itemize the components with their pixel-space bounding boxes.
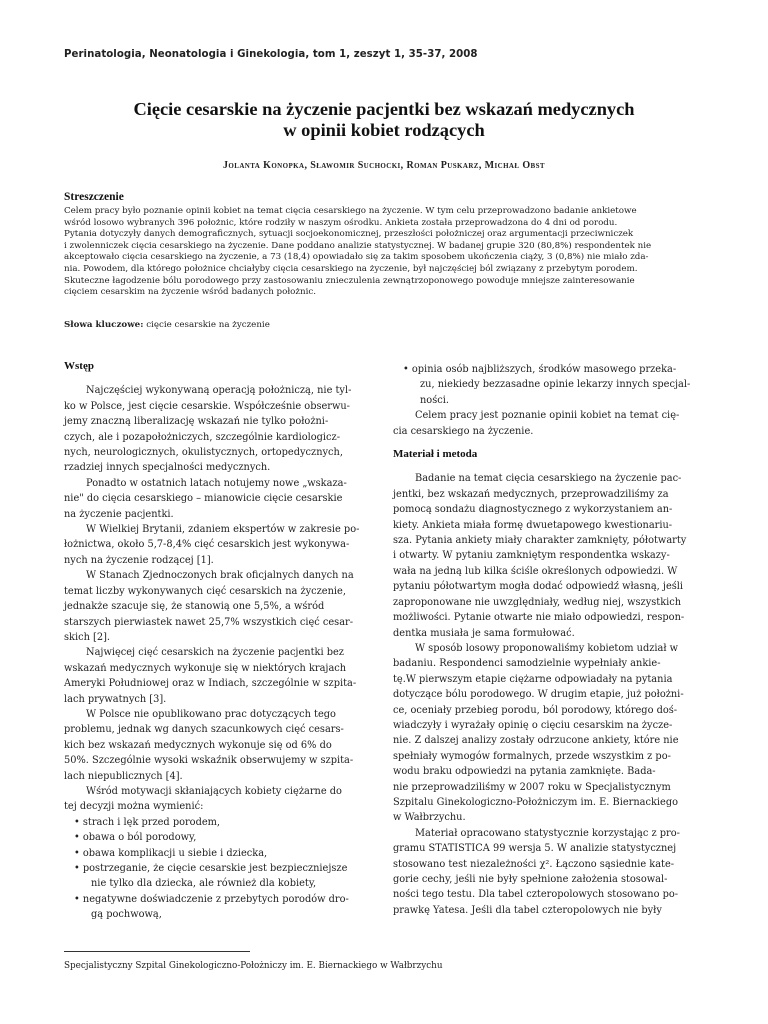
abstract-heading: Streszczenie (64, 191, 124, 203)
footnote-affiliation: Specjalistyczny Szpital Ginekologiczno-Położniczy im. E. Biernackiego w Wałbrzychu (64, 961, 443, 971)
body-text-line: • postrzeganie, że cięcie cesarskie jest bezpieczniejsze (74, 863, 348, 874)
abstract-line: Celem pracy było poznanie opinii kobiet na temat cięcia cesarskiego na życzenie. W tym celu przeprowadzono badanie ankietowe (64, 206, 637, 216)
keywords (64, 320, 704, 330)
body-text-line: ności. (420, 394, 449, 406)
body-text-line: na życzenie pacjentki. (64, 508, 174, 520)
body-text-line: lach niepublicznych [4]. (64, 770, 183, 782)
body-text-line: lach prywatnych [3]. (64, 693, 167, 705)
body-text-line: Badanie na temat cięcia cesarskiego na życzenie pac- (415, 473, 682, 485)
body-text-line: cia cesarskiego na życzenie. (393, 425, 534, 437)
body-text-line: kich bez wskazań medycznych wykonuje się od 6% do (64, 739, 332, 751)
abstract-line: wśród losowo wybranych 396 położnic, które rodziły w naszym ośrodku. Ankieta została przeprowadzona do 4 dni od porodu. (64, 217, 618, 228)
body-text-line: nie" do cięcia cesarskiego – mianowicie cięcie cesarskie (64, 493, 343, 505)
body-text-line: jednakże szacuje się, że stanowią one 5,5%, a wśród (64, 601, 325, 613)
body-text-line: • opinia osób najbliższych, środków masowego przeka- (403, 364, 677, 375)
article-title-line-2: w opinii kobiet rodzących (283, 120, 485, 140)
body-text-line: w Wałbrzychu. (393, 812, 466, 824)
body-text-line: możliwości. Pytanie otwarte nie miało odpowiedzi, respon- (393, 612, 685, 624)
body-text-line: • strach i lęk przed porodem, (74, 816, 221, 828)
body-text-line: dotyczące bólu porodowego. W drugim etapie, już położni- (393, 689, 684, 701)
body-text-line: ko w Polsce, jest cięcie cesarskie. Współcześnie obserwu- (64, 400, 350, 412)
body-text-line: zu, niekiedy bezzasadne opinie lekarzy innych specjal- (420, 379, 691, 391)
body-text-line: nie tylko dla dziecka, ale również dla kobiety, (91, 878, 317, 890)
body-text-line: nych, neurologicznych, okulistycznych, ortopedycznych, (64, 447, 343, 459)
body-text-line: gramu STATISTICA 99 wersja 5. W analizie statystycznej (393, 843, 677, 855)
body-text-line: zaproponowane nie uwzględniały, według niej, wszystkich (393, 596, 682, 608)
body-text-line: ności tego testu. Dla tabel czteropolowych stosowano po- (393, 889, 679, 901)
body-text-line: skich [2]. (64, 631, 110, 643)
body-text-line: Celem pracy jest poznanie opinii kobiet na temat cię- (415, 410, 680, 422)
keywords-label: Słowa kluczowe: (64, 320, 144, 330)
body-text-line: gą pochwową, (91, 909, 162, 921)
body-text-line: stosowano test niezależności χ². Łączono sąsiednie kate- (393, 858, 675, 870)
body-text-line: • negatywne doświadczenie z przebytych porodów dro- (74, 893, 349, 905)
section-heading-methods: Materiał i metoda (393, 448, 478, 461)
body-text-line: łożnictwa, około 5,7-8,4% cięć cesarskich jest wykonywa- (64, 539, 350, 551)
body-text-line: wała na jedną lub kilka ściśle określonych odpowiedzi. W (393, 565, 678, 577)
abstract-line: nia. Powodem, dla którego położnice chciałyby cięcia cesarskiego na życzenie, był najczęściej ból związany z przebytym porodem. (64, 263, 638, 274)
body-text-line: Najwięcej cięć cesarskich na życzenie pacjentki bez (86, 647, 344, 659)
body-text-line: dentka musiała je sama formułować. (393, 627, 575, 639)
body-text-line: Szpitalu Ginekologiczno-Położniczym im. E. Biernackiego (393, 796, 678, 808)
article-title-line-1: Cięcie cesarskie na życzenie pacjentki bez wskazań medycznych (133, 99, 635, 119)
body-text-line: • obawa komplikacji u siebie i dziecka, (74, 847, 268, 859)
body-text-line: tę.W pierwszym etapie ciężarne odpowiadały na pytania (393, 673, 673, 685)
left-column-body (64, 383, 374, 922)
authors: Jolanta Konopka, Sławomir Suchocki, Roman Puskarz, Michał Obst (223, 160, 545, 171)
article-title (64, 99, 704, 141)
body-text-line: wiadczyły i wyrażały opinię o cięciu cesarskim na życze- (393, 719, 673, 731)
right-column-body (393, 471, 703, 918)
abstract-text (64, 206, 706, 299)
body-text-line: temat liczby wykonywanych cięć cesarskich na życzenie, (64, 585, 346, 597)
body-text-line: ce, oceniały przebieg porodu, ból porodowy, którego doś- (393, 704, 678, 716)
body-text-line: nych na życzenie rodzącej [1]. (64, 554, 214, 566)
body-text-line: pytaniu półotwartym mogła dodać odpowiedź własną, jeśli (393, 581, 684, 593)
body-text-line: W Wielkiej Brytanii, zdaniem ekspertów w zakresie po- (86, 524, 360, 536)
body-text-line: rzadziej innych specjalności medycznych. (64, 462, 271, 474)
body-text-line: nie przeprowadziliśmy w 2007 roku w Specjalistycznym (393, 781, 671, 793)
abstract-line: i zwolenniczek cięcia cesarskiego na życzenie. Dane poddano analizie statystycznej. W badanej grupie 320 (80,8%) respondentek nie (64, 240, 652, 251)
abstract-line: Skuteczne łagodzenie bólu porodowego przy zastosowaniu znieczulenia zewnątrzoponowego powoduje mniejsze zainteresowanie (64, 275, 635, 286)
body-text-line: Ameryki Południowej oraz w Indiach, szczególnie w szpita- (64, 678, 357, 690)
body-text-line: wodu braku odpowiedzi na pytania zamknięte. Bada- (393, 766, 656, 778)
body-text-line: gorie cechy, jeśli nie były spełnione założenia stosowal- (393, 874, 668, 885)
body-text-line: jentki, bez wskazań medycznych, przeprowadziliśmy za (393, 488, 669, 500)
body-text-line: czych, ale i pozapołożniczych, szczególnie kardiologicz- (64, 431, 341, 443)
body-text-line: W Polsce nie opublikowano prac dotyczących tego (86, 708, 336, 720)
body-text-line: W sposób losowy proponowaliśmy kobietom udział w (415, 642, 679, 654)
body-text-line: spełniały wymogów formalnych, przede wszystkim z po- (393, 750, 671, 762)
footnote-divider (64, 951, 250, 952)
body-text-line: Materiał opracowano statystycznie korzystając z pro- (415, 827, 680, 839)
body-text-line: Najczęściej wykonywaną operacją położniczą, nie tyl- (86, 385, 352, 397)
body-text-line: Wśród motywacji skłaniających kobiety ciężarne do (86, 785, 342, 797)
body-text-line: i otwarty. W pytaniu zamkniętym respondentka wskazy- (393, 550, 670, 562)
body-text-line: jemy znaczną liberalizację wskazań nie tylko położni- (64, 416, 329, 428)
body-text-line: • obawa o ból porodowy, (74, 832, 197, 844)
right-column (393, 362, 703, 918)
body-text-line: kiety. Ankieta miała formę dwuetapowego kwestionariu- (393, 519, 673, 531)
left-column (64, 359, 374, 923)
abstract-line: akceptowało cięcia cesarskiego na życzenie, a 73 (18,4) opowiadało się za takim sposobem ukończenia ciąży, 3 (0,8%) nie miało zda- (64, 252, 649, 263)
abstract-line: Pytania dotyczyły danych demograficznych, sytuacji socjoekonomicznej, przeszłości położniczej oraz argumentacji przeciwniczek (64, 229, 634, 240)
body-text-line: wskazań medycznych wykonuje się w niektórych krajach (64, 662, 347, 674)
body-text-line: 50%. Szczególnie wysoki wskaźnik obserwujemy w szpita- (64, 755, 354, 767)
section-heading-intro: Wstęp (64, 360, 94, 372)
right-column-intro (393, 362, 703, 439)
body-text-line: nie. Z dalszej analizy zostały odrzucone ankiety, które nie (393, 735, 679, 747)
body-text-line: W Stanach Zjednoczonych brak oficjalnych danych na (86, 570, 354, 582)
body-text-line: starszych pierwiastek nawet 25,7% wszystkich cięć cesar- (64, 616, 354, 628)
body-text-line: pomocą sondażu diagnostycznego z wykorzystaniem an- (393, 504, 673, 516)
abstract-line: cięciem cesarskim na życzenie wśród badanych położnic. (64, 287, 316, 298)
body-text-line: prawkę Yatesa. Jeśli dla tabel czteropolowych nie były (393, 904, 662, 916)
body-text-line: Ponadto w ostatnich latach notujemy nowe „wskaza- (86, 477, 347, 489)
journal-header: Perinatologia, Neonatologia i Ginekologia, tom 1, zeszyt 1, 35-37, 2008 (64, 49, 478, 60)
body-text-line: badaniu. Respondenci samodzielnie wypełniały ankie- (393, 658, 661, 670)
body-text-line: sza. Pytania ankiety miały charakter zamknięty, półotwarty (393, 535, 687, 547)
body-text-line: tej decyzji można wymienić: (64, 801, 204, 813)
body-text-line: problemu, jednak wg danych szacunkowych cięć cesars- (64, 724, 344, 736)
keywords-value: cięcie cesarskie na życzenie (146, 320, 270, 330)
